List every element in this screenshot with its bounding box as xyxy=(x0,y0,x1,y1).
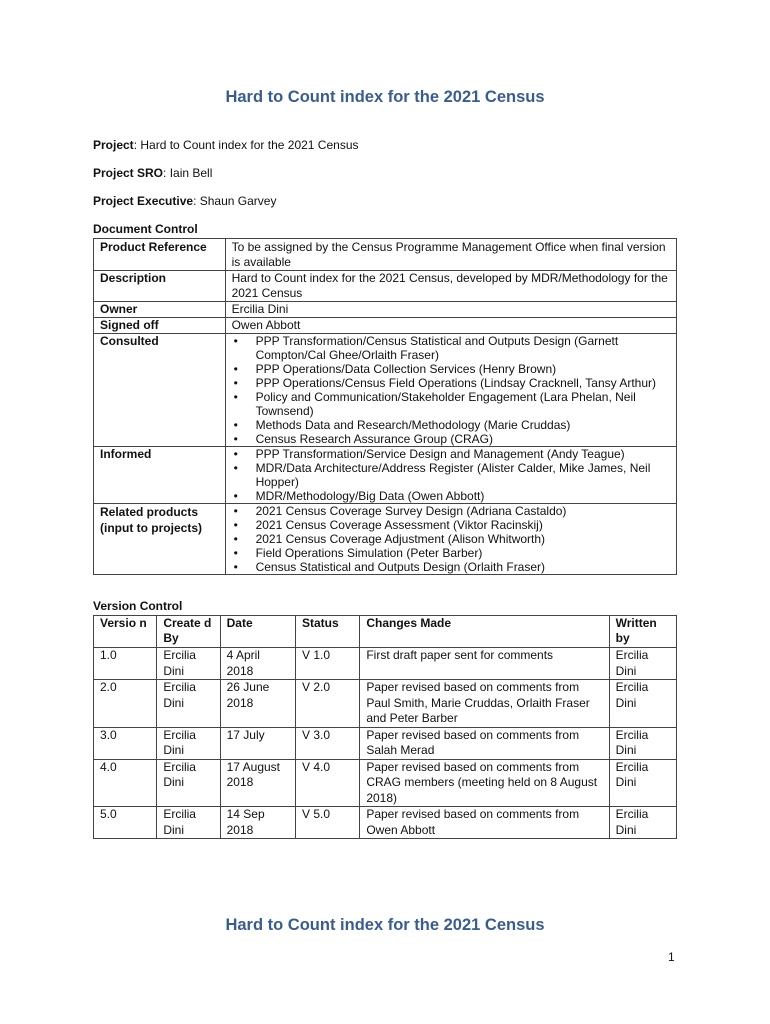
list-item: • Methods Data and Research/Methodology (Marie Cruddas) xyxy=(232,418,670,432)
project-executive-line xyxy=(93,194,276,208)
column-header-status: Status xyxy=(296,616,360,648)
product-reference-label: Product Reference xyxy=(94,239,226,271)
document-control-table xyxy=(93,238,677,575)
created-by-cell: Ercilia Dini xyxy=(157,648,220,680)
list-item: • 2021 Census Coverage Adjustment (Alison Whitworth) xyxy=(232,532,670,546)
informed-list-cell xyxy=(225,447,676,504)
status-cell: V 4.0 xyxy=(296,759,360,807)
owner-label: Owner xyxy=(94,302,226,318)
table-row xyxy=(94,302,677,318)
status-cell: V 3.0 xyxy=(296,727,360,759)
document-control-heading: Document Control xyxy=(93,222,198,236)
page-number: 1 xyxy=(668,950,675,964)
date-cell: 17 July xyxy=(220,727,295,759)
created-by-cell: Ercilia Dini xyxy=(157,759,220,807)
table-row xyxy=(94,239,677,271)
column-header-changes-made: Changes Made xyxy=(360,616,609,648)
list-item: • PPP Transformation/Service Design and Management (Andy Teague) xyxy=(232,447,670,461)
project-executive-value: : Shaun Garvey xyxy=(193,194,277,208)
written-by-cell: Ercilia Dini xyxy=(609,648,676,680)
changes-made-cell: Paper revised based on comments from Owen Abbott xyxy=(360,807,609,839)
list-item: • Census Statistical and Outputs Design (Orlaith Fraser) xyxy=(232,560,670,574)
version-cell: 2.0 xyxy=(94,680,157,728)
project-line xyxy=(93,138,359,152)
table-row xyxy=(94,318,677,334)
project-label: Project xyxy=(93,138,134,152)
table-row xyxy=(94,334,677,447)
version-cell: 3.0 xyxy=(94,727,157,759)
document-title-repeat: Hard to Count index for the 2021 Census xyxy=(225,916,545,934)
document-title: Hard to Count index for the 2021 Census xyxy=(225,88,545,106)
version-control-table xyxy=(93,615,677,839)
date-cell: 4 April 2018 xyxy=(220,648,295,680)
created-by-cell: Ercilia Dini xyxy=(157,680,220,728)
changes-made-cell: First draft paper sent for comments xyxy=(360,648,609,680)
table-row xyxy=(94,504,677,575)
description-label: Description xyxy=(94,271,226,302)
changes-made-cell: Paper revised based on comments from Salah Merad xyxy=(360,727,609,759)
written-by-cell: Ercilia Dini xyxy=(609,680,676,728)
column-header-created-by: Create d By xyxy=(157,616,220,648)
date-cell: 14 Sep 2018 xyxy=(220,807,295,839)
list-item: • Census Research Assurance Group (CRAG) xyxy=(232,432,670,446)
informed-label: Informed xyxy=(94,447,226,504)
date-cell: 17 August 2018 xyxy=(220,759,295,807)
signed-off-value: Owen Abbott xyxy=(225,318,676,334)
status-cell: V 2.0 xyxy=(296,680,360,728)
table-row xyxy=(94,271,677,302)
table-row xyxy=(94,759,677,807)
list-item: • 2021 Census Coverage Assessment (Viktor Racinskij) xyxy=(232,518,670,532)
version-cell: 5.0 xyxy=(94,807,157,839)
table-row xyxy=(94,648,677,680)
list-item: • Field Operations Simulation (Peter Barber) xyxy=(232,546,670,560)
description-value: Hard to Count index for the 2021 Census, developed by MDR/Methodology for the 2021 Census xyxy=(225,271,676,302)
written-by-cell: Ercilia Dini xyxy=(609,807,676,839)
table-row xyxy=(94,680,677,728)
project-value: : Hard to Count index for the 2021 Census xyxy=(133,138,359,152)
informed-list xyxy=(232,447,670,503)
list-item: • PPP Operations/Census Field Operations (Lindsay Cracknell, Tansy Arthur) xyxy=(232,376,670,390)
changes-made-cell: Paper revised based on comments from CRAG members (meeting held on 8 August 2018) xyxy=(360,759,609,807)
created-by-cell: Ercilia Dini xyxy=(157,727,220,759)
column-header-written-by: Written by xyxy=(609,616,676,648)
changes-made-cell: Paper revised based on comments from Paul Smith, Marie Cruddas, Orlaith Fraser and Peter Barber xyxy=(360,680,609,728)
list-item: • MDR/Methodology/Big Data (Owen Abbott) xyxy=(232,489,670,503)
consulted-list-cell xyxy=(225,334,676,447)
project-sro-value: : Iain Bell xyxy=(163,166,213,180)
consulted-list xyxy=(232,334,670,446)
status-cell: V 1.0 xyxy=(296,648,360,680)
version-control-heading: Version Control xyxy=(93,599,183,613)
project-sro-line xyxy=(93,166,212,180)
consulted-label: Consulted xyxy=(94,334,226,447)
column-header-date: Date xyxy=(220,616,295,648)
list-item: • 2021 Census Coverage Survey Design (Adriana Castaldo) xyxy=(232,504,670,518)
list-item: • PPP Operations/Data Collection Services (Henry Brown) xyxy=(232,362,670,376)
created-by-cell: Ercilia Dini xyxy=(157,807,220,839)
table-row xyxy=(94,807,677,839)
list-item: • MDR/Data Architecture/Address Register (Alister Calder, Mike James, Neil Hopper) xyxy=(232,461,670,489)
version-cell: 1.0 xyxy=(94,648,157,680)
project-executive-label: Project Executive xyxy=(93,194,194,208)
table-row xyxy=(94,447,677,504)
table-row xyxy=(94,727,677,759)
date-cell: 26 June 2018 xyxy=(220,680,295,728)
status-cell: V 5.0 xyxy=(296,807,360,839)
table-header-row xyxy=(94,616,677,648)
written-by-cell: Ercilia Dini xyxy=(609,759,676,807)
related-products-cell xyxy=(225,504,676,575)
related-products-label: Related products (input to projects) xyxy=(94,504,226,575)
list-item: • PPP Transformation/Census Statistical and Outputs Design (Garnett Compton/Cal Ghee/Orlaith Fraser) xyxy=(232,334,670,362)
related-products-list xyxy=(232,504,670,574)
project-sro-label: Project SRO xyxy=(93,166,164,180)
product-reference-value: To be assigned by the Census Programme Management Office when final version is available xyxy=(225,239,676,271)
column-header-version: Versio n xyxy=(94,616,157,648)
signed-off-label: Signed off xyxy=(94,318,226,334)
list-item: • Policy and Communication/Stakeholder Engagement (Lara Phelan, Neil Townsend) xyxy=(232,390,670,418)
written-by-cell: Ercilia Dini xyxy=(609,727,676,759)
version-cell: 4.0 xyxy=(94,759,157,807)
owner-value: Ercilia Dini xyxy=(225,302,676,318)
